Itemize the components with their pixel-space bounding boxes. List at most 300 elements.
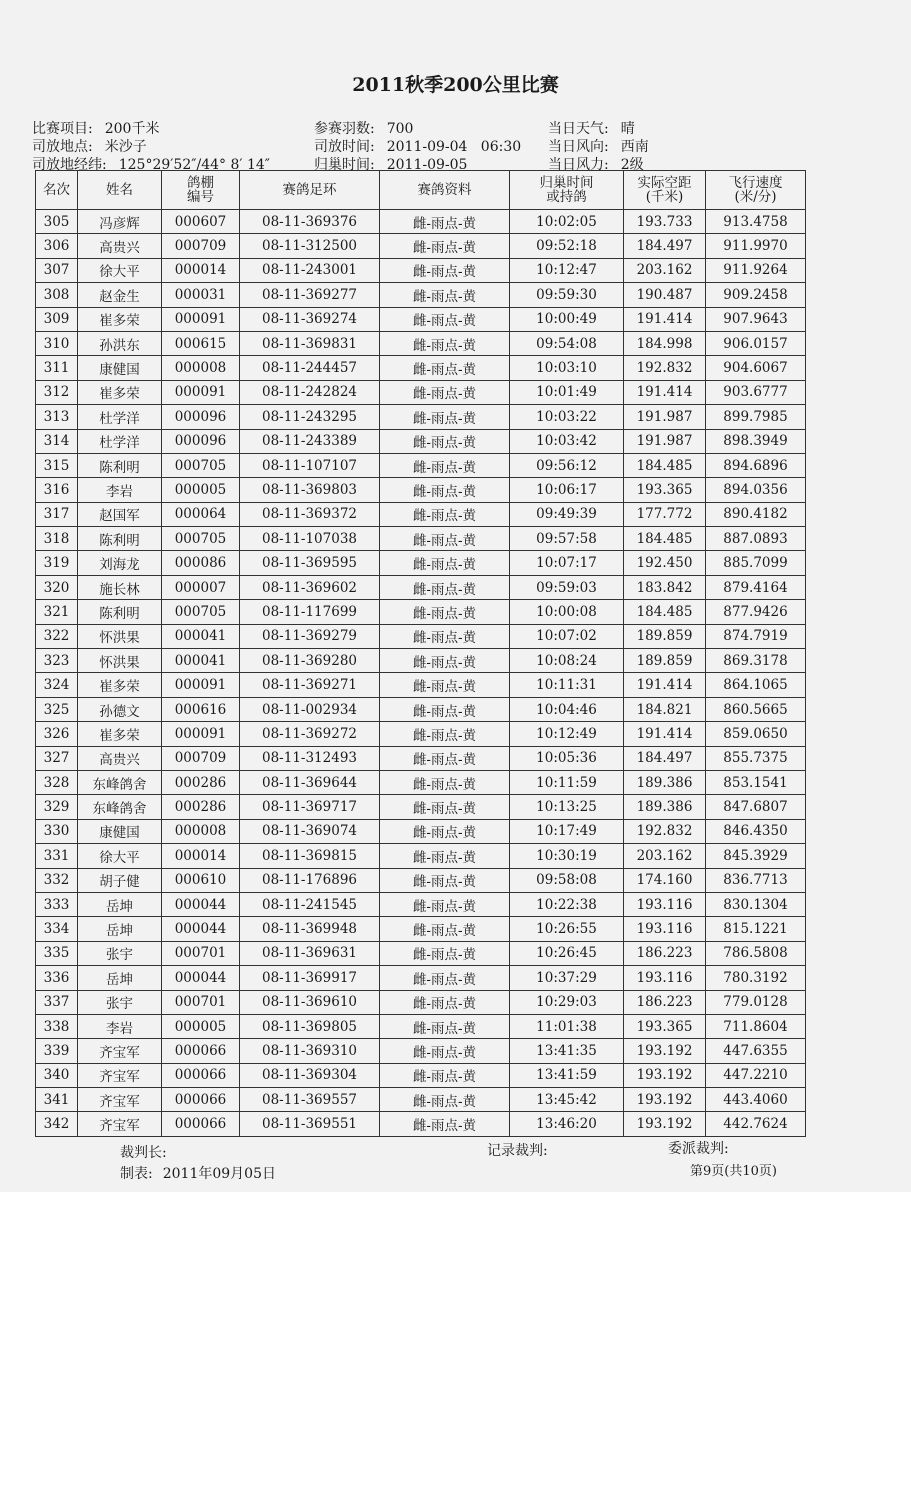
cell-speed: 903.6777: [706, 380, 806, 404]
cell-speed: 853.1541: [706, 770, 806, 794]
page-title: 2011秋季200公里比赛: [352, 74, 559, 96]
cell-distance: 189.386: [624, 795, 706, 819]
table-row: [36, 429, 806, 453]
table-row: [36, 990, 806, 1014]
cell-speed: 913.4758: [706, 210, 806, 234]
cell-pigeon-info: 雌-雨点-黄: [380, 819, 510, 843]
cell-speed: 836.7713: [706, 868, 806, 892]
cell-arrival-time: 10:11:59: [510, 770, 624, 794]
cell-pigeon-info: 雌-雨点-黄: [380, 649, 510, 673]
cell-arrival-time: 10:37:29: [510, 966, 624, 990]
cell-rank: 330: [36, 819, 78, 843]
table-row: [36, 673, 806, 697]
cell-distance: 184.485: [624, 453, 706, 477]
cell-speed: 894.6896: [706, 453, 806, 477]
table-row: [36, 1088, 806, 1112]
cell-rank: 327: [36, 746, 78, 770]
cell-ring: 08-11-369376: [240, 210, 380, 234]
cell-ring: 08-11-369274: [240, 307, 380, 331]
cell-rank: 314: [36, 429, 78, 453]
cell-pigeon-info: 雌-雨点-黄: [380, 429, 510, 453]
cell-speed: 879.4164: [706, 575, 806, 599]
cell-ring: 08-11-243001: [240, 258, 380, 282]
cell-arrival-time: 10:11:31: [510, 673, 624, 697]
cell-ring: 08-11-312493: [240, 746, 380, 770]
cell-name: 岳坤: [78, 917, 162, 941]
cell-pigeon-info: 雌-雨点-黄: [380, 210, 510, 234]
cell-distance: 193.733: [624, 210, 706, 234]
cell-speed: 864.1065: [706, 673, 806, 697]
cell-arrival-time: 10:00:49: [510, 307, 624, 331]
cell-rank: 321: [36, 600, 78, 624]
cell-distance: 203.162: [624, 844, 706, 868]
cell-name: 崔多荣: [78, 673, 162, 697]
cell-loft-no: 000014: [162, 844, 240, 868]
cell-pigeon-info: 雌-雨点-黄: [380, 234, 510, 258]
cell-rank: 331: [36, 844, 78, 868]
cell-loft-no: 000610: [162, 868, 240, 892]
cell-speed: 847.6807: [706, 795, 806, 819]
cell-loft-no: 000066: [162, 1063, 240, 1087]
cell-speed: 447.6355: [706, 1039, 806, 1063]
cell-distance: 192.832: [624, 819, 706, 843]
header-distance: 实际空距 (千米): [624, 171, 706, 210]
cell-distance: 193.365: [624, 478, 706, 502]
cell-name: 高贵兴: [78, 234, 162, 258]
cell-rank: 342: [36, 1112, 78, 1136]
cell-pigeon-info: 雌-雨点-黄: [380, 600, 510, 624]
page-number: 第9页(共10页): [690, 1164, 777, 1179]
cell-arrival-time: 09:59:03: [510, 575, 624, 599]
cell-ring: 08-11-369277: [240, 283, 380, 307]
cell-arrival-time: 10:03:22: [510, 405, 624, 429]
cell-loft-no: 000066: [162, 1112, 240, 1136]
table-row: [36, 478, 806, 502]
entries-value: 700: [386, 121, 414, 137]
cell-pigeon-info: 雌-雨点-黄: [380, 453, 510, 477]
cell-pigeon-info: 雌-雨点-黄: [380, 892, 510, 916]
cell-loft-no: 000044: [162, 917, 240, 941]
cell-distance: 193.192: [624, 1063, 706, 1087]
cell-loft-no: 000041: [162, 649, 240, 673]
cell-pigeon-info: 雌-雨点-黄: [380, 966, 510, 990]
cell-arrival-time: 09:49:39: [510, 502, 624, 526]
release-place-value: 米沙子: [104, 139, 147, 155]
cell-arrival-time: 10:17:49: [510, 819, 624, 843]
wind-force-label: 当日风力:: [548, 157, 609, 173]
cell-speed: 780.3192: [706, 966, 806, 990]
cell-loft-no: 000014: [162, 258, 240, 282]
table-header-row: [36, 171, 806, 210]
cell-name: 岳坤: [78, 966, 162, 990]
cell-speed: 447.2210: [706, 1063, 806, 1087]
cell-speed: 904.6067: [706, 356, 806, 380]
cell-ring: 08-11-369272: [240, 722, 380, 746]
table-row: [36, 380, 806, 404]
cell-speed: 890.4182: [706, 502, 806, 526]
cell-distance: 190.487: [624, 283, 706, 307]
table-row: [36, 356, 806, 380]
cell-speed: 442.7624: [706, 1112, 806, 1136]
cell-name: 高贵兴: [78, 746, 162, 770]
table-row: [36, 697, 806, 721]
entries-info: [314, 118, 413, 138]
table-row: [36, 1014, 806, 1038]
cell-pigeon-info: 雌-雨点-黄: [380, 405, 510, 429]
cell-name: 怀洪果: [78, 649, 162, 673]
cell-loft-no: 000286: [162, 795, 240, 819]
cell-name: 张宇: [78, 941, 162, 965]
cell-speed: 887.0893: [706, 527, 806, 551]
cell-ring: 08-11-369271: [240, 673, 380, 697]
cell-rank: 335: [36, 941, 78, 965]
cell-loft-no: 000286: [162, 770, 240, 794]
cell-distance: 186.223: [624, 990, 706, 1014]
cell-pigeon-info: 雌-雨点-黄: [380, 722, 510, 746]
weather-info: [548, 118, 635, 138]
cell-pigeon-info: 雌-雨点-黄: [380, 1014, 510, 1038]
cell-ring: 08-11-369917: [240, 966, 380, 990]
release-time-value: 2011-09-04 06:30: [386, 139, 522, 155]
cell-distance: 193.192: [624, 1039, 706, 1063]
cell-distance: 189.859: [624, 649, 706, 673]
cell-name: 齐宝军: [78, 1039, 162, 1063]
cell-name: 胡子健: [78, 868, 162, 892]
table-row: [36, 307, 806, 331]
table-row: [36, 600, 806, 624]
table-row: [36, 258, 806, 282]
table-row: [36, 234, 806, 258]
wind-direction-label: 当日风向:: [548, 139, 609, 155]
cell-pigeon-info: 雌-雨点-黄: [380, 380, 510, 404]
cell-arrival-time: 10:07:02: [510, 624, 624, 648]
header-speed: 飞行速度 (米/分): [706, 171, 806, 210]
cell-rank: 325: [36, 697, 78, 721]
cell-speed: 874.7919: [706, 624, 806, 648]
cell-speed: 894.0356: [706, 478, 806, 502]
release-time-label: 司放时间:: [314, 139, 375, 155]
cell-rank: 340: [36, 1063, 78, 1087]
cell-distance: 193.365: [624, 1014, 706, 1038]
cell-rank: 320: [36, 575, 78, 599]
coords-label: 司放地经纬:: [32, 157, 107, 173]
event-label: 比赛项目:: [32, 121, 93, 137]
cell-ring: 08-11-369717: [240, 795, 380, 819]
cell-name: 赵国军: [78, 502, 162, 526]
table-row: [36, 819, 806, 843]
cell-ring: 08-11-369948: [240, 917, 380, 941]
cell-distance: 184.998: [624, 331, 706, 355]
coords-value: 125°29′52″/44° 8′ 14″: [118, 157, 271, 173]
cell-distance: 189.386: [624, 770, 706, 794]
cell-loft-no: 000096: [162, 429, 240, 453]
cell-speed: 907.9643: [706, 307, 806, 331]
cell-ring: 08-11-369551: [240, 1112, 380, 1136]
cell-ring: 08-11-369310: [240, 1039, 380, 1063]
cell-arrival-time: 13:41:59: [510, 1063, 624, 1087]
cell-name: 李岩: [78, 1014, 162, 1038]
cell-pigeon-info: 雌-雨点-黄: [380, 307, 510, 331]
cell-name: 陈利明: [78, 600, 162, 624]
cell-pigeon-info: 雌-雨点-黄: [380, 624, 510, 648]
cell-name: 赵金生: [78, 283, 162, 307]
weather-label: 当日天气:: [548, 121, 609, 137]
cell-loft-no: 000007: [162, 575, 240, 599]
event-info: [32, 118, 159, 138]
cell-speed: 443.4060: [706, 1088, 806, 1112]
cell-arrival-time: 13:41:35: [510, 1039, 624, 1063]
header-pigeon-info: 赛鸽资料: [380, 171, 510, 210]
cell-rank: 324: [36, 673, 78, 697]
wind-direction-value: 西南: [620, 139, 649, 155]
cell-loft-no: 000091: [162, 307, 240, 331]
cell-arrival-time: 10:02:05: [510, 210, 624, 234]
cell-speed: 906.0157: [706, 331, 806, 355]
cell-arrival-time: 10:03:10: [510, 356, 624, 380]
cell-ring: 08-11-369304: [240, 1063, 380, 1087]
cell-speed: 830.1304: [706, 892, 806, 916]
cell-ring: 08-11-369595: [240, 551, 380, 575]
cell-pigeon-info: 雌-雨点-黄: [380, 746, 510, 770]
cell-distance: 191.414: [624, 380, 706, 404]
cell-distance: 191.414: [624, 673, 706, 697]
table-row: [36, 941, 806, 965]
cell-name: 崔多荣: [78, 722, 162, 746]
cell-pigeon-info: 雌-雨点-黄: [380, 770, 510, 794]
delegate-judge-label: 委派裁判:: [668, 1141, 729, 1157]
cell-pigeon-info: 雌-雨点-黄: [380, 502, 510, 526]
cell-ring: 08-11-369279: [240, 624, 380, 648]
cell-ring: 08-11-369557: [240, 1088, 380, 1112]
cell-pigeon-info: 雌-雨点-黄: [380, 868, 510, 892]
cell-pigeon-info: 雌-雨点-黄: [380, 1112, 510, 1136]
cell-rank: 308: [36, 283, 78, 307]
cell-pigeon-info: 雌-雨点-黄: [380, 844, 510, 868]
cell-ring: 08-11-369610: [240, 990, 380, 1014]
cell-loft-no: 000616: [162, 697, 240, 721]
cell-loft-no: 000091: [162, 380, 240, 404]
table-row: [36, 575, 806, 599]
cell-pigeon-info: 雌-雨点-黄: [380, 258, 510, 282]
chief-judge-label: 裁判长:: [120, 1145, 167, 1161]
cell-distance: 184.485: [624, 527, 706, 551]
cell-speed: 845.3929: [706, 844, 806, 868]
cell-name: 岳坤: [78, 892, 162, 916]
cell-rank: 329: [36, 795, 78, 819]
cell-speed: 898.3949: [706, 429, 806, 453]
table-row: [36, 453, 806, 477]
cell-rank: 307: [36, 258, 78, 282]
cell-arrival-time: 10:30:19: [510, 844, 624, 868]
cell-name: 齐宝军: [78, 1063, 162, 1087]
cell-distance: 174.160: [624, 868, 706, 892]
cell-ring: 08-11-002934: [240, 697, 380, 721]
cell-ring: 08-11-243295: [240, 405, 380, 429]
results-table: [35, 170, 806, 1137]
cell-loft-no: 000008: [162, 819, 240, 843]
cell-ring: 08-11-369805: [240, 1014, 380, 1038]
cell-loft-no: 000705: [162, 600, 240, 624]
cell-distance: 177.772: [624, 502, 706, 526]
cell-arrival-time: 09:58:08: [510, 868, 624, 892]
cell-rank: 338: [36, 1014, 78, 1038]
cell-name: 康健国: [78, 356, 162, 380]
cell-rank: 334: [36, 917, 78, 941]
cell-ring: 08-11-369372: [240, 502, 380, 526]
cell-ring: 08-11-369631: [240, 941, 380, 965]
table-row: [36, 405, 806, 429]
cell-arrival-time: 10:12:47: [510, 258, 624, 282]
cell-speed: 877.9426: [706, 600, 806, 624]
cell-rank: 317: [36, 502, 78, 526]
cell-distance: 191.987: [624, 429, 706, 453]
cell-loft-no: 000607: [162, 210, 240, 234]
cell-rank: 309: [36, 307, 78, 331]
table-row: [36, 210, 806, 234]
made-value: 2011年09月05日: [162, 1166, 276, 1182]
cell-loft-no: 000701: [162, 990, 240, 1014]
cell-ring: 08-11-312500: [240, 234, 380, 258]
cell-pigeon-info: 雌-雨点-黄: [380, 1039, 510, 1063]
cell-name: 康健国: [78, 819, 162, 843]
cell-ring: 08-11-369602: [240, 575, 380, 599]
table-row: [36, 844, 806, 868]
cell-speed: 911.9970: [706, 234, 806, 258]
cell-name: 东峰鸽舍: [78, 770, 162, 794]
cell-pigeon-info: 雌-雨点-黄: [380, 1063, 510, 1087]
event-value: 200千米: [104, 121, 160, 137]
cell-loft-no: 000005: [162, 1014, 240, 1038]
table-row: [36, 624, 806, 648]
cell-rank: 341: [36, 1088, 78, 1112]
cell-name: 徐大平: [78, 258, 162, 282]
table-row: [36, 966, 806, 990]
cell-arrival-time: 10:13:25: [510, 795, 624, 819]
cell-rank: 328: [36, 770, 78, 794]
cell-arrival-time: 09:52:18: [510, 234, 624, 258]
cell-rank: 326: [36, 722, 78, 746]
table-row: [36, 649, 806, 673]
cell-loft-no: 000615: [162, 331, 240, 355]
cell-name: 崔多荣: [78, 380, 162, 404]
cell-ring: 08-11-176896: [240, 868, 380, 892]
cell-speed: 846.4350: [706, 819, 806, 843]
header-name: 姓名: [78, 171, 162, 210]
cell-rank: 333: [36, 892, 78, 916]
cell-ring: 08-11-107107: [240, 453, 380, 477]
cell-ring: 08-11-369644: [240, 770, 380, 794]
cell-arrival-time: 11:01:38: [510, 1014, 624, 1038]
cell-loft-no: 000066: [162, 1039, 240, 1063]
cell-pigeon-info: 雌-雨点-黄: [380, 673, 510, 697]
cell-arrival-time: 10:29:03: [510, 990, 624, 1014]
cell-arrival-time: 09:56:12: [510, 453, 624, 477]
cell-name: 张宇: [78, 990, 162, 1014]
cell-distance: 193.116: [624, 892, 706, 916]
cell-name: 孙洪东: [78, 331, 162, 355]
cell-name: 刘海龙: [78, 551, 162, 575]
cell-rank: 312: [36, 380, 78, 404]
cell-arrival-time: 09:54:08: [510, 331, 624, 355]
cell-speed: 911.9264: [706, 258, 806, 282]
cell-rank: 313: [36, 405, 78, 429]
cell-name: 东峰鸽舍: [78, 795, 162, 819]
cell-name: 李岩: [78, 478, 162, 502]
entries-label: 参赛羽数:: [314, 121, 375, 137]
table-row: [36, 1063, 806, 1087]
table-row: [36, 283, 806, 307]
table-row: [36, 331, 806, 355]
cell-ring: 08-11-369831: [240, 331, 380, 355]
cell-loft-no: 000031: [162, 283, 240, 307]
cell-arrival-time: 13:46:20: [510, 1112, 624, 1136]
cell-ring: 08-11-242824: [240, 380, 380, 404]
cell-distance: 191.987: [624, 405, 706, 429]
cell-arrival-time: 10:26:55: [510, 917, 624, 941]
table-row: [36, 795, 806, 819]
cell-name: 齐宝军: [78, 1112, 162, 1136]
cell-distance: 193.116: [624, 917, 706, 941]
cell-ring: 08-11-107038: [240, 527, 380, 551]
cell-rank: 318: [36, 527, 78, 551]
table-row: [36, 770, 806, 794]
cell-speed: 786.5808: [706, 941, 806, 965]
cell-rank: 336: [36, 966, 78, 990]
results-body: [36, 210, 806, 1137]
cell-distance: 192.832: [624, 356, 706, 380]
cell-name: 杜学洋: [78, 429, 162, 453]
cell-arrival-time: 09:59:30: [510, 283, 624, 307]
cell-name: 施长林: [78, 575, 162, 599]
cell-distance: 191.414: [624, 307, 706, 331]
return-time-label: 归巢时间:: [314, 157, 375, 173]
table-row: [36, 892, 806, 916]
cell-name: 陈利明: [78, 527, 162, 551]
cell-rank: 311: [36, 356, 78, 380]
cell-pigeon-info: 雌-雨点-黄: [380, 478, 510, 502]
cell-pigeon-info: 雌-雨点-黄: [380, 917, 510, 941]
cell-name: 杜学洋: [78, 405, 162, 429]
cell-loft-no: 000709: [162, 234, 240, 258]
cell-pigeon-info: 雌-雨点-黄: [380, 575, 510, 599]
cell-arrival-time: 10:26:45: [510, 941, 624, 965]
cell-distance: 189.859: [624, 624, 706, 648]
cell-arrival-time: 09:57:58: [510, 527, 624, 551]
cell-arrival-time: 10:04:46: [510, 697, 624, 721]
cell-speed: 860.5665: [706, 697, 806, 721]
cell-arrival-time: 13:45:42: [510, 1088, 624, 1112]
cell-loft-no: 000005: [162, 478, 240, 502]
cell-loft-no: 000044: [162, 966, 240, 990]
cell-name: 孙德文: [78, 697, 162, 721]
cell-pigeon-info: 雌-雨点-黄: [380, 331, 510, 355]
return-time-value: 2011-09-05: [386, 157, 468, 173]
table-row: [36, 1039, 806, 1063]
cell-speed: 711.8604: [706, 1014, 806, 1038]
cell-pigeon-info: 雌-雨点-黄: [380, 990, 510, 1014]
cell-distance: 186.223: [624, 941, 706, 965]
wind-direction-info: [548, 136, 649, 156]
cell-arrival-time: 10:22:38: [510, 892, 624, 916]
table-row: [36, 722, 806, 746]
cell-distance: 184.497: [624, 234, 706, 258]
cell-pigeon-info: 雌-雨点-黄: [380, 941, 510, 965]
cell-distance: 192.450: [624, 551, 706, 575]
cell-distance: 184.485: [624, 600, 706, 624]
cell-distance: 184.497: [624, 746, 706, 770]
cell-speed: 869.3178: [706, 649, 806, 673]
cell-loft-no: 000066: [162, 1088, 240, 1112]
